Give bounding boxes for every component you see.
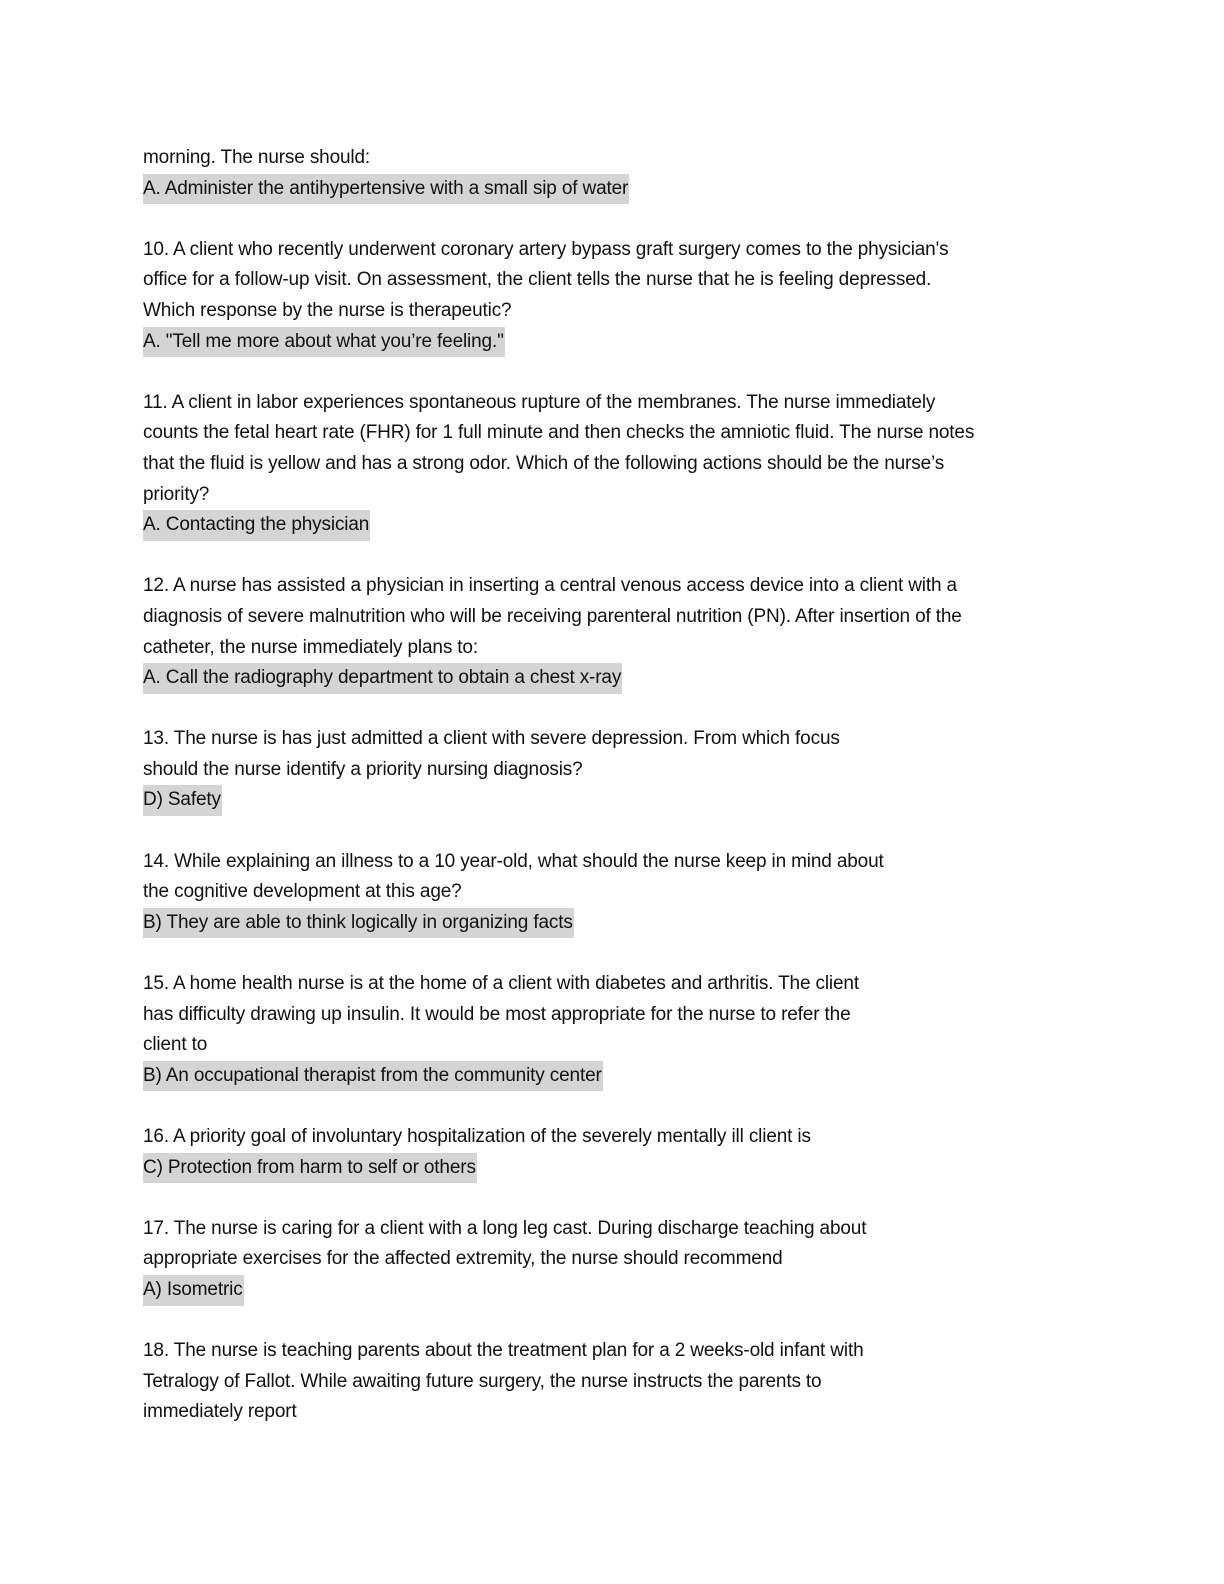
answer-highlight: C) Protection from harm to self or others (143, 1153, 477, 1184)
question-text-line: has difficulty drawing up insulin. It would be most appropriate for the nurse to refer the (143, 1003, 851, 1025)
question-text-line: 10. A client who recently underwent coronary artery bypass graft surgery comes to the physician's (143, 238, 949, 260)
question-17 (143, 1214, 1043, 1306)
question-text-line: 17. The nurse is caring for a client with a long leg cast. During discharge teaching about (143, 1217, 867, 1239)
document-page (143, 143, 1043, 1428)
question-text-line: immediately report (143, 1401, 297, 1423)
question-text-line: 11. A client in labor experiences spontaneous rupture of the membranes. The nurse immediately (143, 391, 936, 413)
answer-highlight: A. Call the radiography department to obtain a chest x-ray (143, 663, 622, 694)
question-text-line: catheter, the nurse immediately plans to: (143, 636, 478, 658)
question-text-line: morning. The nurse should: (143, 147, 371, 168)
question-12 (143, 571, 1043, 693)
question-text-line: 16. A priority goal of involuntary hospitalization of the severely mentally ill client is (143, 1126, 811, 1147)
question-15 (143, 969, 1043, 1091)
question-13 (143, 724, 1043, 816)
answer-highlight: A. "Tell me more about what you’re feeling." (143, 327, 505, 358)
question-text-line: counts the fetal heart rate (FHR) for 1 full minute and then checks the amniotic fluid. The nurse notes (143, 422, 975, 444)
question-10 (143, 235, 1043, 357)
question-text-line: should the nurse identify a priority nursing diagnosis? (143, 758, 583, 780)
question-text-line: Which response by the nurse is therapeutic? (143, 299, 512, 321)
answer-highlight: D) Safety (143, 785, 222, 816)
question-text-line: 12. A nurse has assisted a physician in inserting a central venous access device into a client with a (143, 575, 957, 597)
answer-highlight: A. Administer the antihypertensive with a small sip of water (143, 174, 629, 205)
question-16 (143, 1122, 1043, 1183)
question-text-line: that the fluid is yellow and has a strong odor. Which of the following actions should be the nurse’s (143, 452, 945, 474)
question-text-line: appropriate exercises for the affected extremity, the nurse should recommend (143, 1248, 783, 1270)
question-text-line: the cognitive development at this age? (143, 881, 462, 903)
answer-highlight: B) They are able to think logically in organizing facts (143, 908, 574, 939)
question-text-line: 18. The nurse is teaching parents about the treatment plan for a 2 weeks-old infant with (143, 1340, 864, 1362)
question-text-line: 15. A home health nurse is at the home of a client with diabetes and arthritis. The client (143, 973, 859, 995)
question-18 (143, 1336, 1043, 1428)
question-11 (143, 388, 1043, 541)
question-text-line: 13. The nurse is has just admitted a client with severe depression. From which focus (143, 728, 840, 750)
question-text-line: client to (143, 1034, 208, 1056)
question-text-line: 14. While explaining an illness to a 10 year-old, what should the nurse keep in mind about (143, 850, 884, 872)
answer-highlight: A. Contacting the physician (143, 510, 370, 541)
question-14 (143, 847, 1043, 939)
question-text-line: diagnosis of severe malnutrition who will be receiving parenteral nutrition (PN). After insertion of the (143, 605, 962, 627)
question-intro (143, 143, 1043, 204)
question-text-line: Tetralogy of Fallot. While awaiting future surgery, the nurse instructs the parents to (143, 1370, 822, 1392)
question-text-line: priority? (143, 483, 210, 505)
question-text-line: office for a follow-up visit. On assessment, the client tells the nurse that he is feeling depressed. (143, 269, 932, 291)
answer-highlight: A) Isometric (143, 1275, 244, 1306)
answer-highlight: B) An occupational therapist from the community center (143, 1061, 603, 1092)
